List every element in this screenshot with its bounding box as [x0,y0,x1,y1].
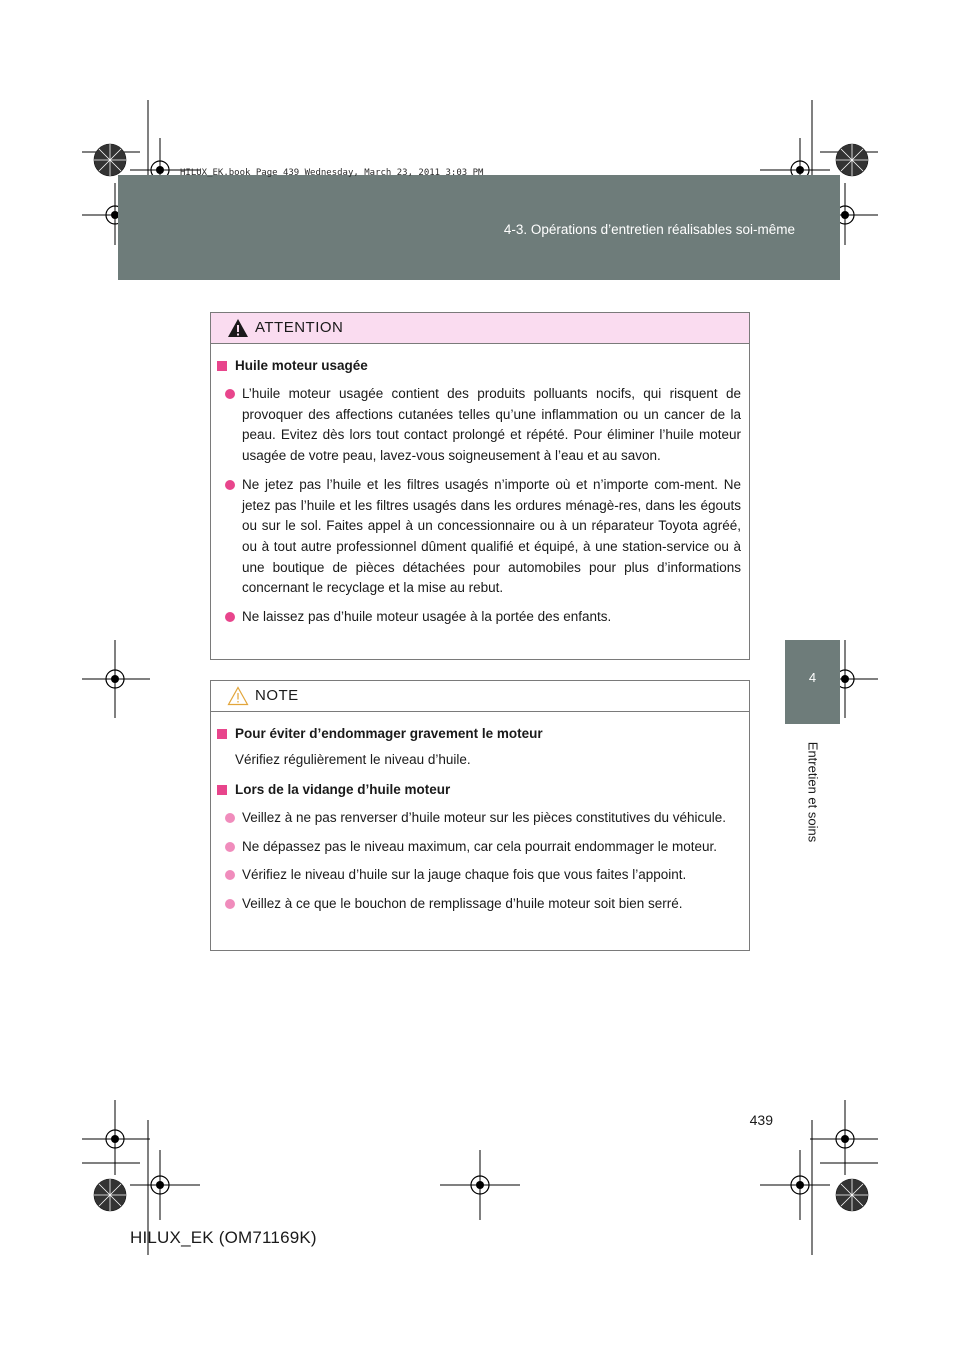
list-item [211,607,749,628]
list-item [211,837,749,858]
attention-box [210,312,750,660]
round-bullet-icon [225,870,235,880]
list-item [211,865,749,886]
square-bullet-icon [217,785,227,795]
section-title: 4-3. Opérations d’entretien réalisables soi-même [503,222,795,237]
square-bullet-icon [217,729,227,739]
list-item-text: Ne laissez pas d’huile moteur usagée à la portée des enfants. [242,609,612,625]
list-item-text: Vérifiez le niveau d’huile sur la jauge chaque fois que vous faites l’appoint. [242,867,687,883]
chapter-label [785,732,840,852]
note-header [211,681,749,712]
round-bullet-icon [225,612,235,622]
list-item-text: Ne jetez pas l’huile et les filtres usagés n’importe où et n’importe com-ment. Ne jetez pas l’huile et les filtres usagés dans les ordures ménagè-res, dans les égouts ou sur le sol. Faites appel à un concessionnaire ou à un réparateur Toyota agréé, ou à tout autre professionnel dûment qualifié et équipé, à une station-service ou à une boutique de pièces détachées pour automobiles pour plus d’informations concernant le recyclage et la mise au rebut. [242,476,741,596]
book-stamp: HILUX_EK.book Page 439 Wednesday, March 23, 2011 3:03 PM [180,168,484,178]
round-bullet-icon [225,899,235,909]
list-item-text: Veillez à ce que le bouchon de remplissage d’huile moteur soit bien serré. [242,896,683,912]
list-item-text: Ne dépassez pas le niveau maximum, car cela pourrait endommager le moteur. [242,838,717,854]
square-bullet-icon [217,361,227,371]
chapter-tab [785,640,840,724]
page-number: 439 [749,1112,773,1128]
note-box [210,680,750,951]
chapter-label-text: Entretien et soins [805,741,820,843]
section-heading-text: Pour éviter d’endommager gravement le moteur [235,726,543,741]
list-item [211,475,749,599]
section-heading-text: Lors de la vidange d’huile moteur [235,782,451,797]
note-title: NOTE [255,687,299,704]
chapter-number: 4 [808,670,817,685]
section-heading-text: Huile moteur usagée [235,358,368,373]
round-bullet-icon [225,389,235,399]
round-bullet-icon [225,480,235,490]
attention-header [211,313,749,344]
section-heading [211,780,749,800]
attention-title: ATTENTION [255,319,344,336]
manual-code: HILUX_EK (OM71169K) [130,1228,317,1247]
list-item [211,384,749,467]
list-item-text: Veillez à ne pas renverser d’huile moteur sur les pièces constitutives du véhicule. [242,810,727,825]
round-bullet-icon [225,813,235,823]
list-item [211,808,749,829]
list-item-text: L’huile moteur usagée contient des produits polluants nocifs, qui risquent de provoquer des affections cutanées telles qu’une inflammation ou un cancer de la peau. Evitez dès lors tout contact prolongé et répété. Pour éliminer l’huile moteur usagée de votre peau, lavez-vous soigneusement à l’eau et au savon. [242,386,741,464]
caution-outline-icon [227,686,249,706]
list-item [211,894,749,915]
warning-icon [227,318,249,338]
section-heading [211,724,749,744]
section-heading [211,356,749,376]
section-text: Vérifiez régulièrement le niveau d’huile. [235,752,471,767]
round-bullet-icon [225,842,235,852]
